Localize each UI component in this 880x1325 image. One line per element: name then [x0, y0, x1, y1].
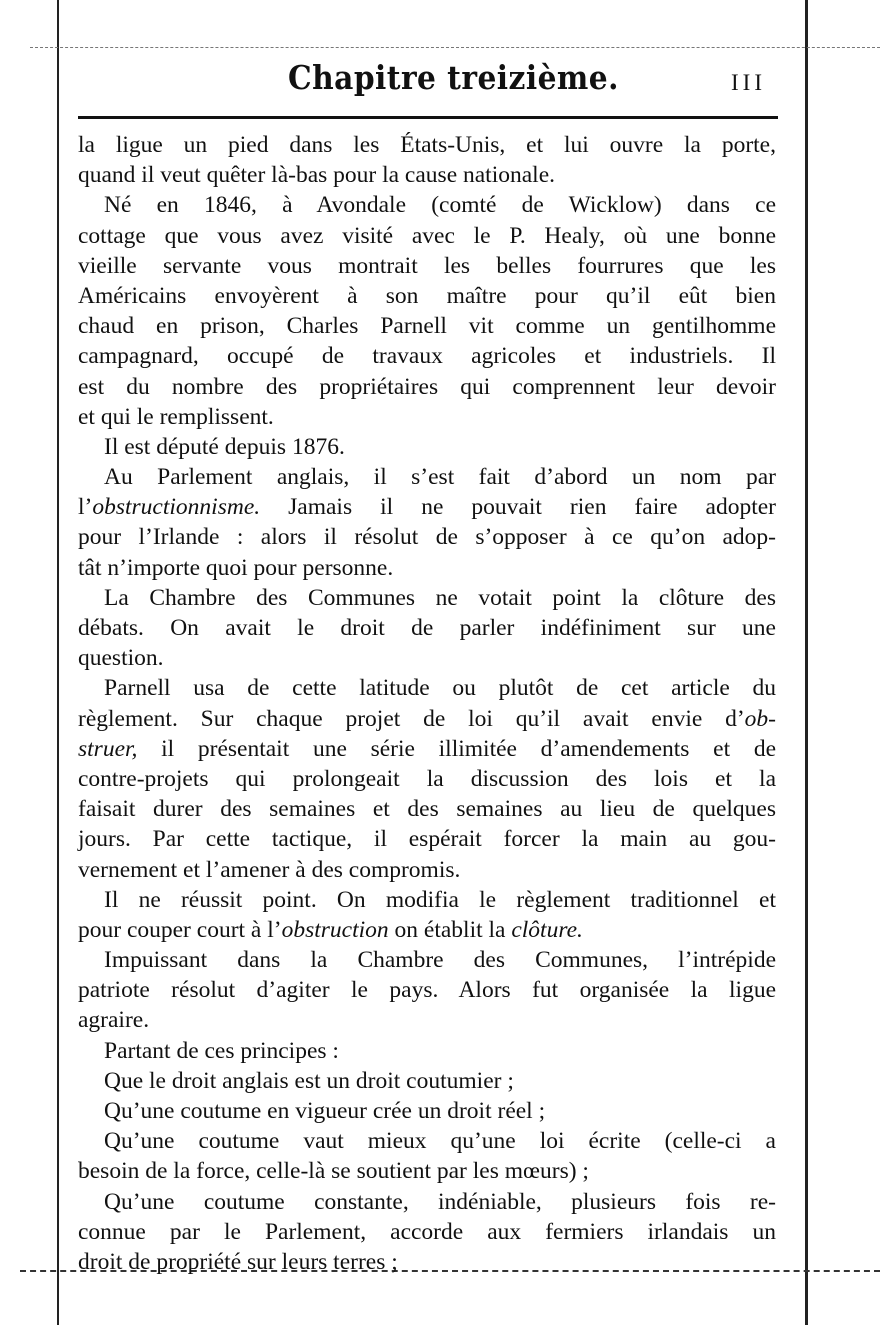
body-text	[78, 130, 776, 1277]
text-line: droit de propriété sur leurs terres ;	[78, 1248, 398, 1275]
text-line: Américains envoyèrent à son maître pour qu’il eût bien	[78, 282, 776, 309]
chapter-title: Chapitre treizième.	[288, 58, 619, 97]
italic-term: obstructionnisme.	[92, 494, 261, 521]
text-line: cottage que vous avez visité avec le P. Healy, où une bonne	[78, 222, 776, 249]
italic-term: ob-	[744, 705, 776, 732]
header-rule	[78, 116, 778, 119]
text-line: Que le droit anglais est un droit coutumier ;	[104, 1067, 514, 1094]
text-line: La Chambre des Communes ne votait point la clôture des	[104, 584, 776, 611]
left-crop-mark	[57, 0, 59, 1325]
text-line: Parnell usa de cette latitude ou plutôt de cet article du	[104, 675, 776, 702]
text-line: contre-projets qui prolongeait la discussion des lois et la	[78, 765, 776, 792]
text-line: besoin de la force, celle-là se soutient par les mœurs) ;	[78, 1158, 589, 1185]
text-line: Qu’une coutume vaut mieux qu’une loi écrite (celle-ci a	[104, 1128, 776, 1155]
top-crop-line	[30, 47, 880, 50]
text-line: vernement et l’amener à des compromis.	[78, 856, 461, 883]
text-line: règlement. Sur chaque projet de loi qu’il avait envie d’ob-	[78, 705, 776, 732]
running-header	[78, 58, 778, 108]
italic-term: struer,	[78, 735, 138, 762]
text-line: question.	[78, 645, 164, 672]
text-line: Partant de ces principes :	[104, 1037, 339, 1064]
text-line: pour couper court à l’obstruction on établit la clôture.	[78, 916, 583, 943]
text-line: quand il veut quêter là-bas pour la cause nationale.	[78, 162, 555, 189]
italic-term: obstruction	[281, 916, 389, 943]
text-line: connue par le Parlement, accorde aux fermiers irlandais un	[78, 1218, 776, 1245]
text-line: struer, il présentait une série illimitée d’amendements et de	[78, 735, 776, 762]
text-line: l’obstructionnisme. Jamais il ne pouvait rien faire adopter	[78, 494, 776, 521]
text-line: Né en 1846, à Avondale (comté de Wicklow) dans ce	[104, 192, 776, 219]
italic-term: clôture.	[511, 916, 583, 943]
text-line: et qui le remplissent.	[78, 403, 274, 430]
text-line: pour l’Irlande : alors il résolut de s’opposer à ce qu’on adop-	[78, 524, 776, 551]
text-line: patriote résolut d’agiter le pays. Alors fut organisée la ligue	[78, 977, 776, 1004]
text-line: débats. On avait le droit de parler indéfiniment sur une	[78, 615, 776, 641]
text-line: agraire.	[78, 1007, 150, 1034]
text-line: campagnard, occupé de travaux agricoles et industriels. Il	[78, 343, 776, 370]
text-line: tât n’importe quoi pour personne.	[78, 554, 394, 581]
text-line: jours. Par cette tactique, il espérait forcer la main au gou-	[78, 826, 776, 853]
text-line: la ligue un pied dans les États-Unis, et lui ouvre la porte,	[78, 132, 776, 158]
text-line: est du nombre des propriétaires qui comprennent leur devoir	[78, 373, 776, 400]
text-line: Il est député depuis 1876.	[104, 433, 345, 460]
right-crop-mark	[805, 0, 808, 1325]
text-line: vieille servante vous montrait les belles fourrures que les	[78, 252, 776, 279]
text-line: Impuissant dans la Chambre des Communes, l’intrépide	[104, 947, 776, 974]
text-line: Qu’une coutume constante, indéniable, plusieurs fois re-	[104, 1188, 776, 1215]
text-line: Qu’une coutume en vigueur crée un droit réel ;	[104, 1098, 546, 1124]
text-line: faisait durer des semaines et des semaines au lieu de quelques	[78, 796, 776, 823]
page-number: III	[731, 70, 766, 95]
text-line: Au Parlement anglais, il s’est fait d’abord un nom par	[104, 464, 776, 491]
text-line: chaud en prison, Charles Parnell vit comme un gentilhomme	[78, 313, 776, 340]
text-line: Il ne réussit point. On modifia le règlement traditionnel et	[104, 886, 776, 913]
